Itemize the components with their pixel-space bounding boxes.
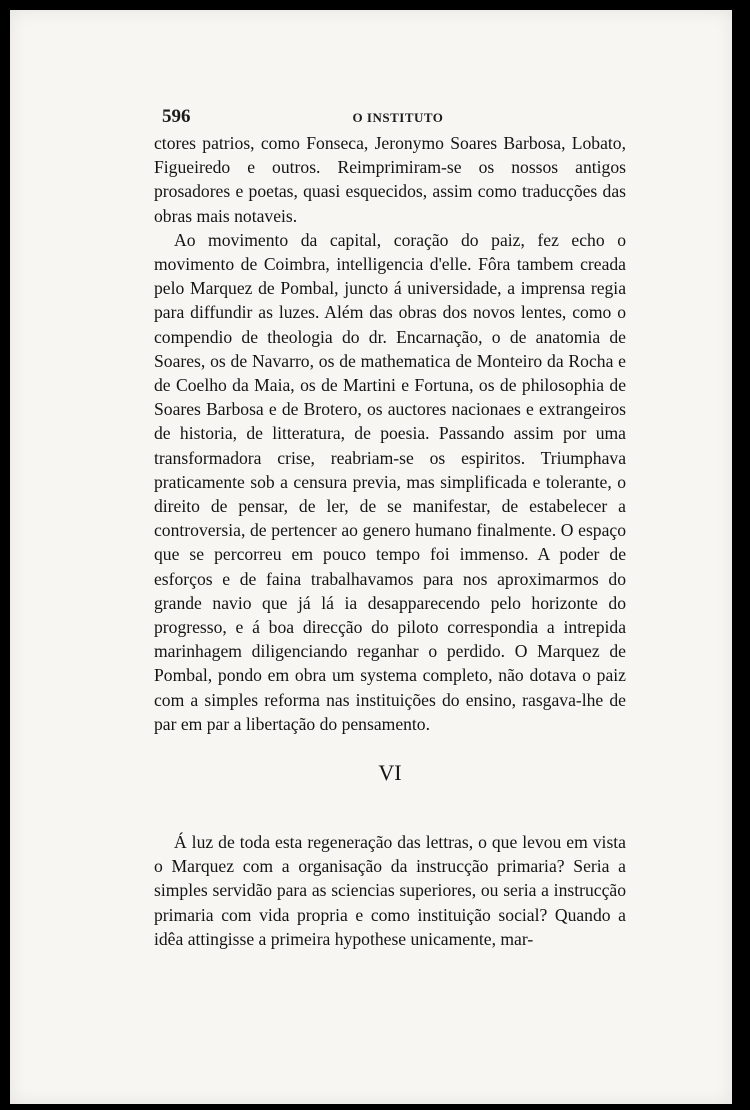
body-text <box>154 131 626 736</box>
page-header <box>162 106 634 128</box>
section-heading: VI <box>378 760 402 785</box>
running-title: O INSTITUTO <box>352 110 444 125</box>
page-number: 596 <box>162 106 191 127</box>
section-body-text <box>154 830 626 951</box>
section-paragraph: Á luz de toda esta regeneração das lettras, o que levou em vista o Marquez com a organisação da instrucção primaria? Seria a simples servidão para as sciencias superiores, ou seria a instrucção primaria com vida propria e como instituição social? Quando a idêa attingisse a primeira hypothese unicamente, mar- <box>154 832 626 949</box>
paragraph-continuation: ctores patrios, como Fonseca, Jeronymo Soares Barbosa, Lobato, Figueiredo e outros. Reimprimiram-se os nossos antigos prosadores e poetas, quasi esquecidos, assim como traducções das obras mais notaveis. <box>154 133 626 226</box>
paragraph: Ao movimento da capital, coração do paiz, fez echo o movimento de Coimbra, intelligencia d'elle. Fôra tambem creada pelo Marquez de Pombal, juncto á universidade, a imprensa regia para diffundir as luzes. Além das obras dos novos lentes, como o compendio de theologia do dr. Encarnação, o de anatomia de Soares, os de Navarro, os de mathematica de Monteiro da Rocha e de Coelho da Maia, os de Martini e Fortuna, os de philosophia de Soares Barbosa e de Brotero, os auctores nacionaes e extrangeiros de historia, de litteratura, de poesia. Passando assim por uma transformadora crise, reabriam-se os espiritos. Triumphava praticamente sob a censura previa, mas simplificada e tolerante, o direito de pensar, de ler, de se manifestar, de estabelecer a controversia, de pertencer ao genero humano finalmente. O espaço que se percorreu em pouco tempo foi immenso. A poder de esforços e de faina trabalhavamos para nos aproximarmos do grande navio que já lá ia desapparecendo pelo horizonte do progresso, e á boa direcção do piloto correspondia a intrepida marinhagem diligenciando reganhar o perdido. O Marquez de Pombal, pondo em obra um systema completo, não dotava o paiz com a simples reforma nas instituições do ensino, rasgava-lhe de par em par a libertação do pensamento. <box>154 229 626 734</box>
